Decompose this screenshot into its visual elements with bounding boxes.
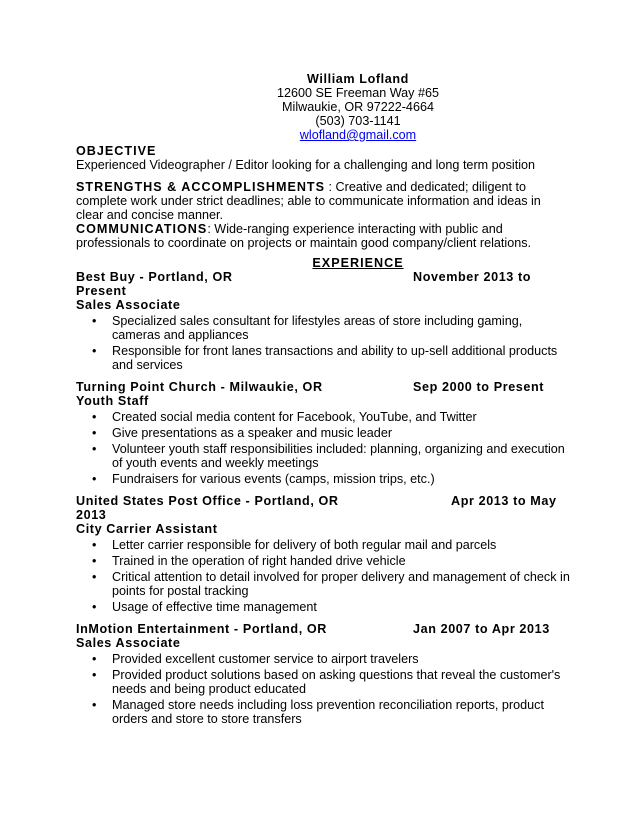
job-duties [76,410,570,486]
job-entry [76,380,570,486]
bullet-icon: • [92,668,97,682]
duty-text: Usage of effective time management [112,600,317,614]
candidate-name: William Lofland [307,72,409,86]
duty-item [76,600,570,614]
experience-heading [76,256,570,270]
job-title: Youth Staff [76,394,149,408]
section-spacer [76,172,570,180]
duty-text: Letter carrier responsible for delivery of both regular mail and parcels [112,538,497,552]
objective-text: Experienced Videographer / Editor looking for a challenging and long term position [76,158,536,172]
experience-heading-text: EXPERIENCE [312,256,404,270]
address-line-2: Milwaukie, OR 97222-4664 [282,100,434,114]
duty-text: Responsible for front lanes transactions and ability to up-sell additional products and services [112,344,558,372]
objective-heading: OBJECTIVE [76,144,157,158]
job-duties [76,538,570,614]
bullet-icon: • [92,442,97,456]
job-title: Sales Associate [76,636,181,650]
job-employer: Best Buy - Portland, OR [76,270,233,284]
job-entry [76,622,570,726]
bullet-icon: • [92,570,97,584]
communications-section [76,222,570,250]
duty-text: Created social media content for Facebook, YouTube, and Twitter [112,410,477,424]
duty-item [76,314,570,342]
bullet-icon: • [92,410,97,424]
job-employer: InMotion Entertainment - Portland, OR [76,622,327,636]
duty-item [76,538,570,552]
job-header [76,494,570,522]
resume-page [76,72,570,728]
address-line-1: 12600 SE Freeman Way #65 [277,86,439,100]
strengths-heading: STRENGTHS & ACCOMPLISHMENTS [76,180,326,194]
contact-header [76,72,570,142]
duty-item [76,410,570,424]
duty-item [76,442,570,470]
bullet-icon: • [92,344,97,358]
job-employer: United States Post Office - Portland, OR [76,494,339,508]
duty-item [76,554,570,568]
bullet-icon: • [92,538,97,552]
strengths-text: : Creative and dedicated; diligent to complete work under strict deadlines; able to communicate information and ideas in clear and concise manner. [76,180,541,222]
duty-text: Give presentations as a speaker and music leader [112,426,393,440]
bullet-icon: • [92,698,97,712]
bullet-icon: • [92,600,97,614]
job-title: City Carrier Assistant [76,522,218,536]
job-dates: Jan 2007 to Apr 2013 [413,622,550,636]
bullet-icon: • [92,652,97,666]
job-dates: Sep 2000 to Present [413,380,545,394]
bullet-icon: • [92,554,97,568]
job-duties [76,652,570,726]
job-title: Sales Associate [76,298,181,312]
job-header [76,622,570,636]
job-entry [76,494,570,614]
duty-text: Fundraisers for various events (camps, mission trips, etc.) [112,472,435,486]
duty-item [76,426,570,440]
duty-text: Critical attention to detail involved for proper delivery and management of check in points for postal tracking [112,570,570,598]
duty-text: Provided product solutions based on asking questions that reveal the customer's needs and being product educated [112,668,561,696]
duty-text: Provided excellent customer service to airport travelers [112,652,419,666]
bullet-icon: • [92,426,97,440]
duty-text: Managed store needs including loss prevention reconciliation reports, product orders and store to store transfers [112,698,544,726]
job-employer: Turning Point Church - Milwaukie, OR [76,380,323,394]
job-dates: Apr 2013 to May 2013 [76,494,557,522]
duty-item [76,668,570,696]
duty-item [76,652,570,666]
experience-list [76,270,570,726]
job-header [76,380,570,394]
bullet-icon: • [92,472,97,486]
duty-text: Volunteer youth staff responsibilities included: planning, organizing and execution of youth events and weekly meetings [112,442,565,470]
job-duties [76,314,570,372]
communications-heading: COMMUNICATIONS [76,222,208,236]
email-link[interactable]: wlofland@gmail.com [299,128,417,142]
duty-item [76,472,570,486]
duty-text: Specialized sales consultant for lifestyles areas of store including gaming, cameras and appliances [112,314,523,342]
communications-text: : Wide-ranging experience interacting with public and professionals to coordinate on projects or maintain good company/client relations. [76,222,532,250]
job-dates: November 2013 to Present [76,270,532,298]
strengths-section [76,180,570,222]
job-entry [76,270,570,372]
job-header [76,270,570,298]
duty-text: Trained in the operation of right handed drive vehicle [112,554,406,568]
duty-item [76,698,570,726]
phone-number: (503) 703-1141 [315,114,401,128]
duty-item [76,344,570,372]
bullet-icon: • [92,314,97,328]
duty-item [76,570,570,598]
